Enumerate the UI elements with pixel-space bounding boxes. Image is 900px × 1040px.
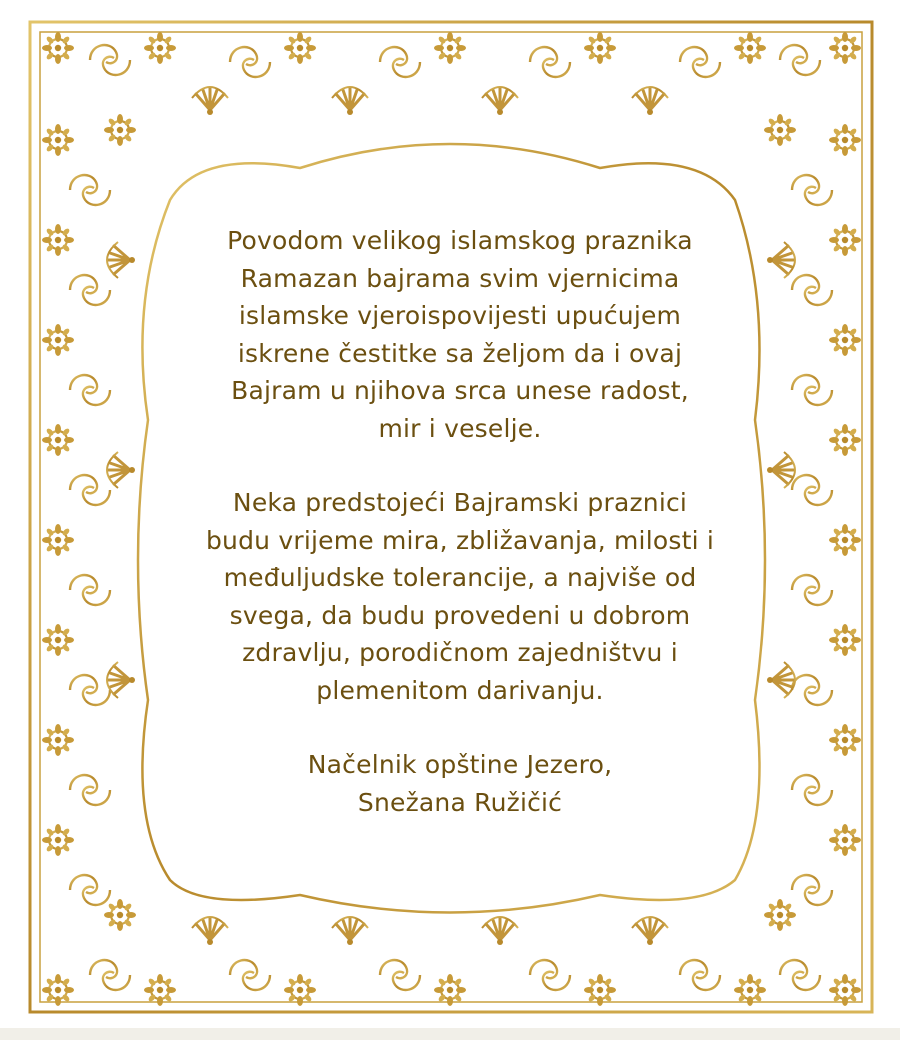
greeting-paragraph-2: Neka predstojeći Bajramski praznici budu vrijeme mira, zbližavanja, milosti i međuljudske tolerancije, a najviše od svega, da budu provedeni u dobrom zdravlju, porodičnom zajedništvu i plemenitom darivanju. [205, 488, 715, 705]
signature-name: Snežana Ružičić [357, 787, 563, 817]
paragraph-spacer [150, 709, 770, 746]
right-ornament-band [767, 124, 861, 905]
left-ornament-band [42, 124, 135, 905]
signature-title: Načelnik opštine Jezero, [307, 750, 613, 779]
bottom-strip [0, 1028, 900, 1040]
bottom-ornament-band [42, 899, 861, 1006]
greeting-paragraph-1: Povodom velikog islamskog praznika Ramazan bajrama svim vjernicima islamske vjeroispovijesti upućujem iskrene čestitke sa željom da i ovaj Bajram u njihova srca unese radost, mir i veselje. [227, 226, 693, 443]
greeting-text [150, 222, 770, 821]
paragraph-spacer [150, 447, 770, 484]
top-ornament-band [42, 32, 861, 146]
